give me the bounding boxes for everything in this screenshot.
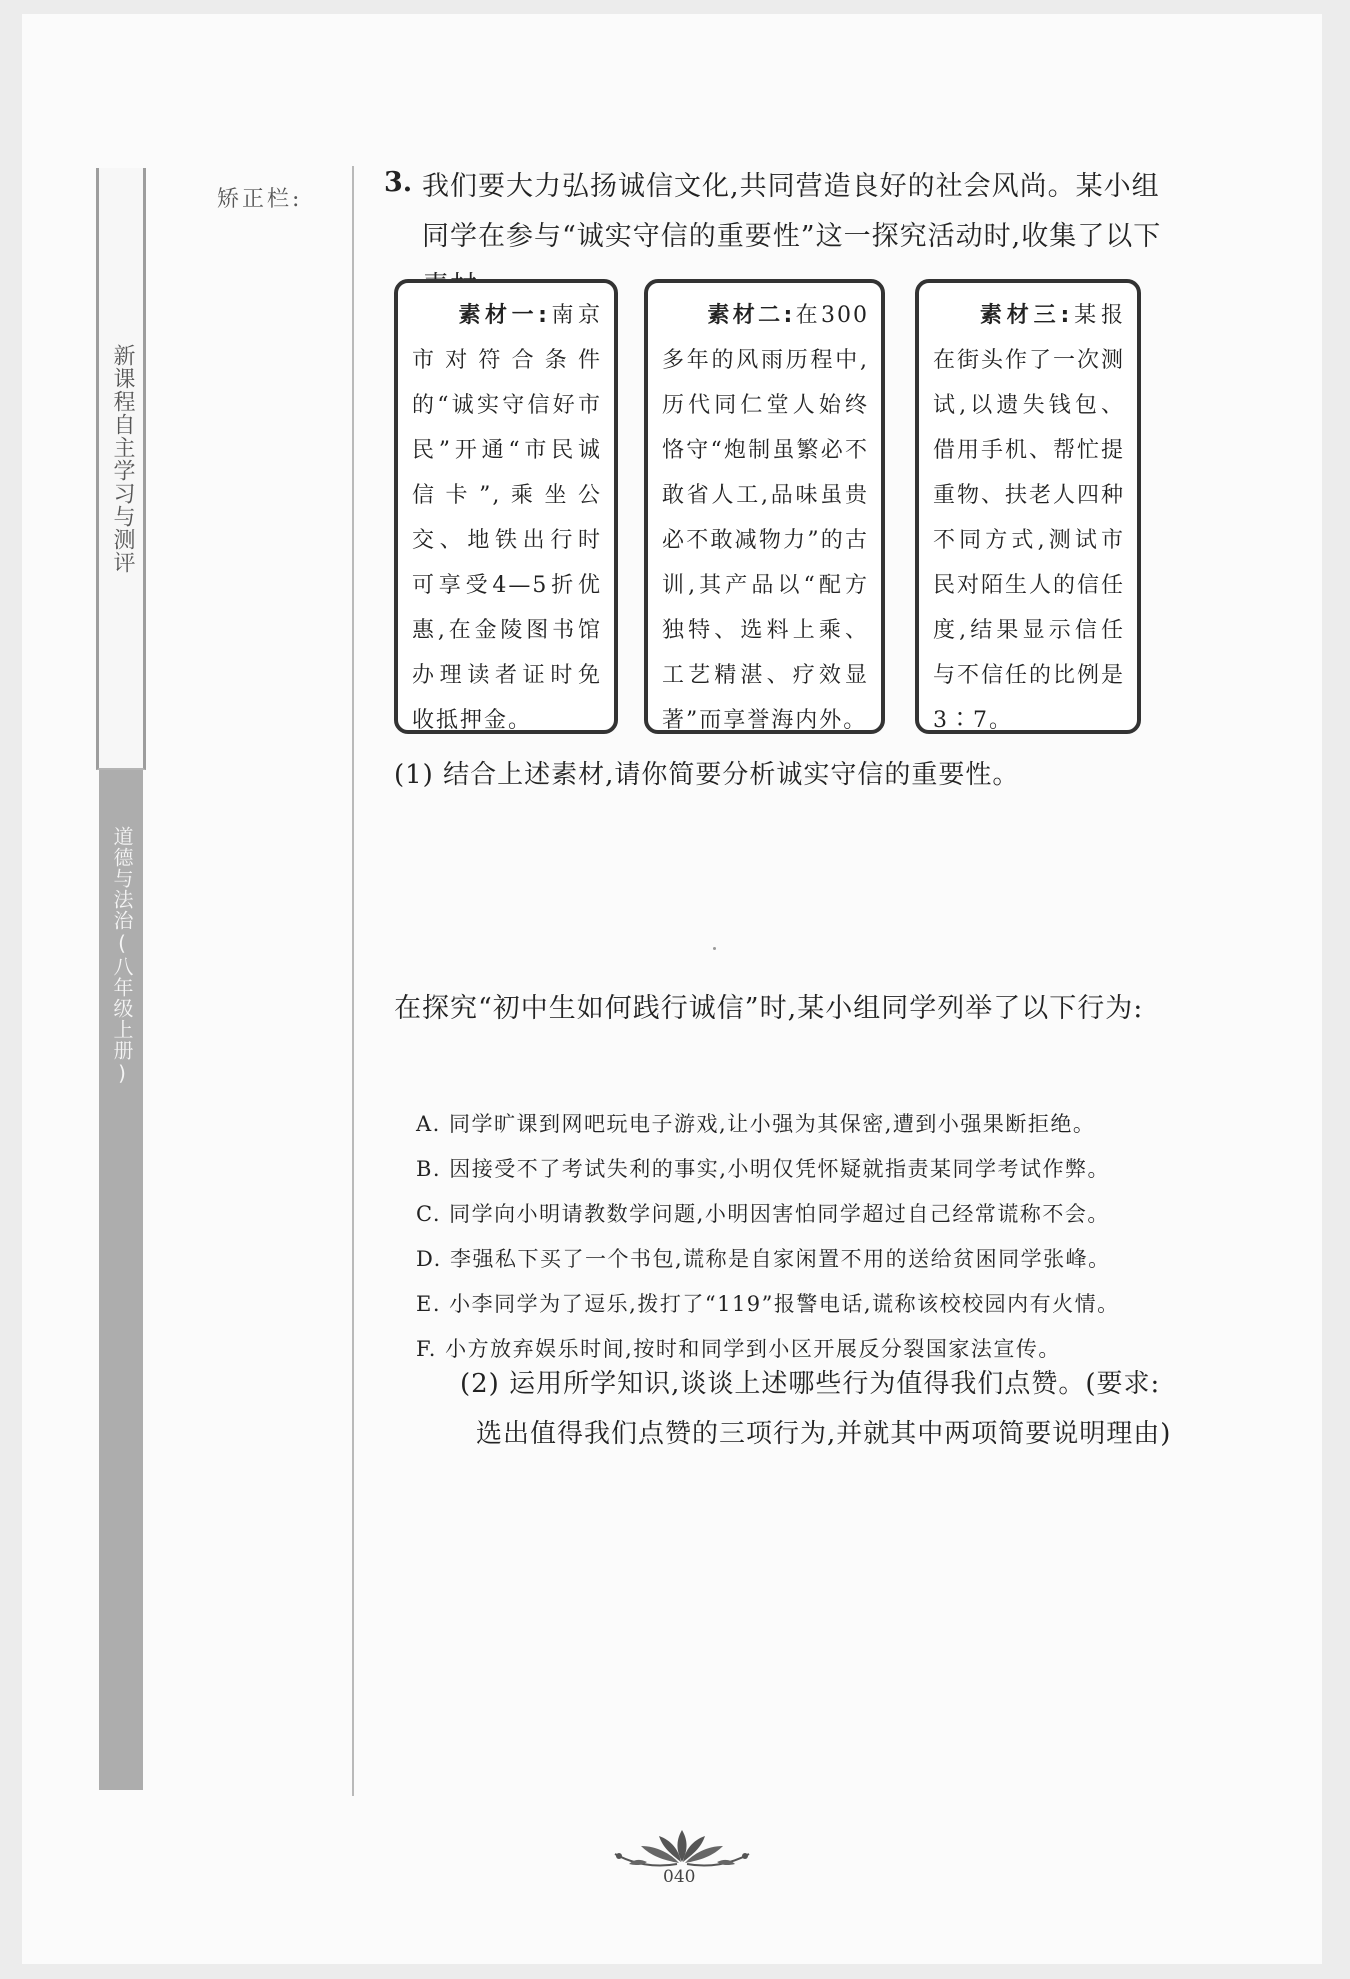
sub-question-1: (1) 结合上述素材,请你简要分析诚实守信的重要性。 <box>394 760 1020 790</box>
list-item: F. 小方放弃娱乐时间,按时和同学到小区开展反分裂国家法宣传。 <box>416 1337 1061 1361</box>
stray-dot <box>713 947 716 950</box>
material-title: 素材一: <box>456 303 549 328</box>
page <box>22 14 1322 1964</box>
material-card-3 <box>915 279 1141 734</box>
list-item: D. 李强私下买了一个书包,谎称是自家闲置不用的送给贫困同学张峰。 <box>416 1247 1111 1271</box>
material-text: 某报在街头作了一次测试,以遗失钱包、借用手机、帮忙提重物、扶老人四种不同方式,测试市民对陌生人的信任度,结果显示信任与不信任的比例是3∶7。 <box>933 303 1126 733</box>
floral-ornament-icon <box>607 1824 757 1869</box>
material-title: 素材二: <box>706 303 795 328</box>
correction-label: 矫正栏: <box>217 187 303 212</box>
part2-intro: 在探究“初中生如何践行诚信”时,某小组同学列举了以下行为: <box>394 993 1144 1024</box>
list-item: E. 小李同学为了逗乐,拨打了“119”报警电话,谎称该校校园内有火情。 <box>416 1292 1120 1316</box>
list-item: A. 同学旷课到网吧玩电子游戏,让小强为其保密,遭到小强果断拒绝。 <box>416 1112 1096 1136</box>
material-title: 素材三: <box>977 303 1072 328</box>
list-item: C. 同学向小明请教数学问题,小明因害怕同学超过自己经常谎称不会。 <box>416 1202 1110 1226</box>
material-text: 在300多年的风雨历程中,历代同仁堂人始终恪守“炮制虽繁必不敢省人工,品味虽贵必不敢减物力”的古训,其产品以“配方独特、选料上乘、工艺精湛、疗效显著”而享誉海内外。 <box>662 303 869 733</box>
sub-question-2: (2) 运用所学知识,谈谈上述哪些行为值得我们点赞。(要求:选出值得我们点赞的三项行为,并就其中两项简要说明理由) <box>460 1369 1172 1449</box>
behavior-list <box>416 1102 1176 1372</box>
list-item: B. 因接受不了考试失利的事实,小明仅凭怀疑就指责某同学考试作弊。 <box>416 1157 1110 1181</box>
material-card-1 <box>394 279 618 734</box>
question-intro: 我们要大力弘扬诚信文化,共同营造良好的社会风尚。某小组同学在参与“诚实守信的重要性”这一探究活动时,收集了以下 <box>422 171 1162 252</box>
page-number: 040 <box>663 1867 696 1887</box>
question-number: 3. <box>384 167 413 198</box>
material-text: 南京市对符合条件的“诚实守信好市民”开通“市民诚信卡”,乘坐公交、地铁出行时可享受4—5折优惠,在金陵图书馆办理读者证时免收抵押金。 <box>412 303 602 733</box>
subject-title: 道德与法治(八年级上册) <box>110 826 134 1086</box>
margin-divider <box>352 166 354 1796</box>
series-title: 新课程自主学习与测评 <box>110 344 135 574</box>
material-card-2 <box>644 279 885 734</box>
